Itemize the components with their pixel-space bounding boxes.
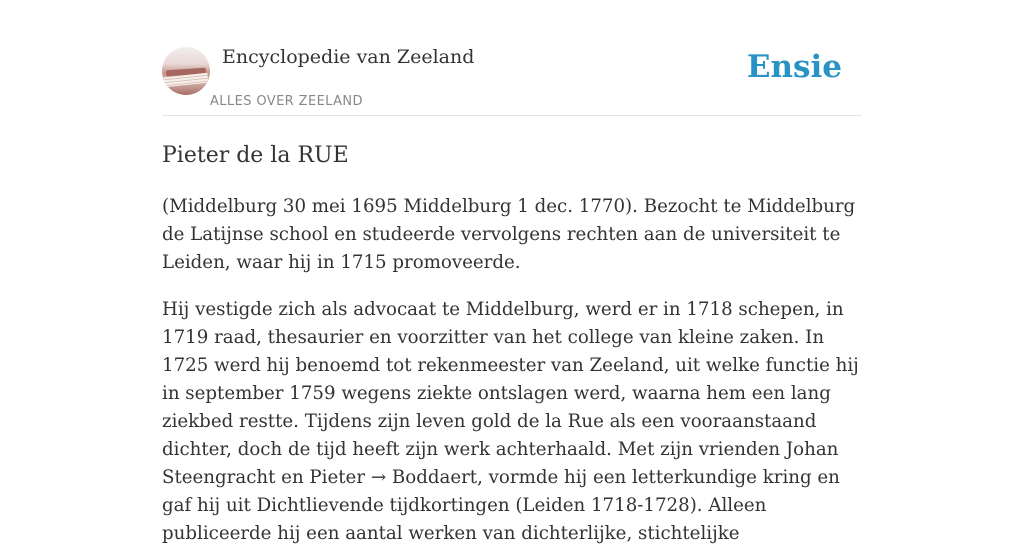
paragraph-text: Hij vestigde zich als advocaat te Middelburg, werd er in 1718 schepen, in 1719 raad, thesaurier en voorzitter van het college van kleine zaken. In 1725 werd hij benoemd tot rekenmeester van Zeeland, uit welke functie hij in september 1759 wegens ziekte ontslagen werd, waarna hem een lang ziekbed restte. Tijdens zijn leven gold de la Rue als een vooraanstaand dichter, doch de tijd heeft zijn werk achterhaald. Met zijn vrienden Johan Steengracht en Pieter [162,299,859,488]
article-title: Pieter de la RUE [162,143,349,168]
crossref-link-boddaert[interactable]: Boddaert [391,467,478,488]
site-subtitle: ALLES OVER ZEELAND [210,94,363,109]
link-arrow-icon: → [370,467,387,488]
page-container [162,0,862,548]
site-header [162,0,862,116]
site-title[interactable]: Encyclopedie van Zeeland [222,46,475,68]
brand-logo[interactable]: Ensie [746,49,842,85]
paragraph-text: , vormde hij een letterkundige kring en gaf hij uit Dichtlievende tijdkortingen (Leiden 1718-1728). Alleen publiceerde hij een aantal werken van dichterlijke, stichtelijke [162,467,840,544]
site-avatar[interactable] [162,47,210,95]
article-paragraph: (Middelburg 30 mei 1695 Middelburg 1 dec. 1770). Bezocht te Middelburg de Latijnse school en studeerde vervolgens rechten aan de universiteit te Leiden, waar hij in 1715 promoveerde. [162,196,856,273]
article-paragraph [162,296,862,548]
